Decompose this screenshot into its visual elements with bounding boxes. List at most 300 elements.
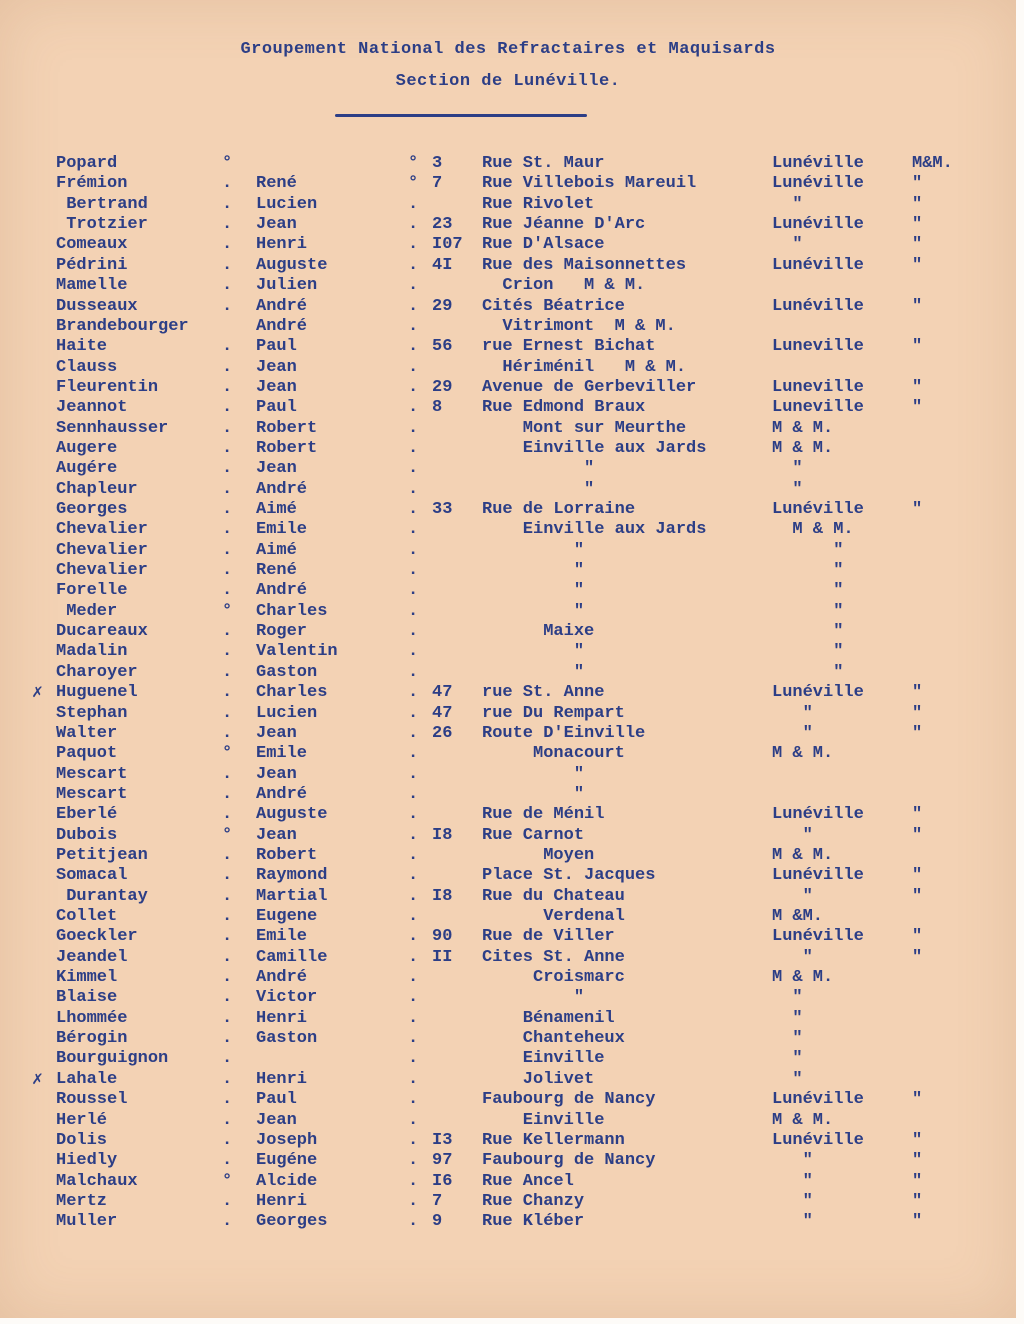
separator-dot: . xyxy=(222,1191,233,1211)
member-given-name: Jean xyxy=(256,764,297,784)
member-given-name: Henri xyxy=(256,1191,308,1211)
member-given-name: Lucien xyxy=(256,194,318,214)
group-tag: " xyxy=(912,398,923,418)
member-given-name: Victor xyxy=(256,988,318,1008)
group-tag: " xyxy=(912,886,923,906)
group-tag: M&M. xyxy=(912,154,953,173)
roster-row xyxy=(0,337,1016,357)
separator-dot: . xyxy=(408,459,419,479)
member-surname: Jeandel xyxy=(56,947,128,967)
roster-row xyxy=(0,1172,1016,1192)
separator-dot: . xyxy=(222,1029,233,1049)
address: Rue du Chateau xyxy=(482,886,625,906)
roster-row xyxy=(0,744,1016,764)
member-surname: Eberlé xyxy=(56,805,118,825)
address: " xyxy=(482,601,585,621)
town: " xyxy=(772,1151,813,1171)
street-number: 33 xyxy=(432,500,453,519)
member-given-name: Joseph xyxy=(256,1130,318,1150)
town: " xyxy=(772,703,813,723)
member-surname: Blaise xyxy=(56,988,118,1008)
member-surname: Muller xyxy=(56,1212,118,1232)
separator-dot: . xyxy=(408,1151,419,1171)
member-given-name: Paul xyxy=(256,398,297,418)
street-number: 26 xyxy=(432,723,453,743)
separator-dot: . xyxy=(222,1130,233,1150)
member-given-name: André xyxy=(256,296,308,316)
member-given-name: André xyxy=(256,968,308,987)
separator-dot: . xyxy=(408,947,419,967)
member-given-name: Gaston xyxy=(256,1029,318,1049)
roster-row xyxy=(0,1049,1016,1069)
member-given-name: Jean xyxy=(256,459,297,479)
group-tag: " xyxy=(912,947,923,967)
member-surname: Mamelle xyxy=(56,276,128,296)
separator-dot: . xyxy=(408,683,419,703)
address: Chanteheux xyxy=(482,1029,625,1049)
separator-dot: . xyxy=(408,215,419,235)
roster-row xyxy=(0,968,1016,988)
member-surname: Malchaux xyxy=(56,1171,138,1191)
separator-dot: . xyxy=(408,581,419,601)
group-tag: " xyxy=(912,174,923,194)
separator-dot: . xyxy=(222,784,233,804)
separator-dot: . xyxy=(222,581,233,601)
member-surname: Sennhausser xyxy=(56,418,169,438)
town: M &M. xyxy=(772,907,824,926)
member-surname: Roussel xyxy=(56,1090,128,1110)
roster-row xyxy=(0,724,1016,744)
separator-dot: . xyxy=(222,907,233,926)
separator-dot: . xyxy=(408,1008,419,1028)
roster-row xyxy=(0,927,1016,947)
street-number: 29 xyxy=(432,377,453,397)
roster-row xyxy=(0,1151,1016,1171)
separator-dot: . xyxy=(408,561,419,580)
separator-dot: . xyxy=(408,398,419,418)
address: Rue Rivolet xyxy=(482,194,595,214)
roster-row xyxy=(0,1111,1016,1131)
roster-row xyxy=(0,297,1016,317)
member-given-name: Gaston xyxy=(256,662,318,682)
address: Rue Edmond Braux xyxy=(482,398,646,418)
separator-dot: . xyxy=(222,1151,233,1171)
address: Einville xyxy=(482,1049,605,1069)
address: " xyxy=(482,662,585,682)
street-number: 97 xyxy=(432,1151,453,1171)
address: Moyen xyxy=(482,845,595,865)
group-tag: " xyxy=(912,805,923,825)
town: Lunéville xyxy=(772,215,864,235)
street-number: I8 xyxy=(432,825,453,845)
group-tag: " xyxy=(912,1151,923,1171)
member-given-name: André xyxy=(256,784,308,804)
roster-row xyxy=(0,215,1016,235)
member-given-name: Aimé xyxy=(256,500,297,519)
roster-row xyxy=(0,785,1016,805)
street-number: 47 xyxy=(432,703,453,723)
member-given-name: Aimé xyxy=(256,540,297,560)
street-number: I3 xyxy=(432,1130,453,1150)
address: Croismarc xyxy=(482,968,625,987)
address: " xyxy=(482,561,585,580)
member-surname: Frémion xyxy=(56,174,128,194)
roster-row xyxy=(0,256,1016,276)
town: " xyxy=(772,886,813,906)
address: rue Ernest Bichat xyxy=(482,337,656,357)
roster-row xyxy=(0,317,1016,337)
town: M & M. xyxy=(772,1110,834,1130)
member-surname: Jeannot xyxy=(56,398,128,418)
member-given-name: Eugene xyxy=(256,907,318,926)
town: " xyxy=(772,642,844,662)
member-given-name: Valentin xyxy=(256,642,338,662)
town: M & M. xyxy=(772,418,834,438)
separator-dot: . xyxy=(222,398,233,418)
town: " xyxy=(772,1008,803,1028)
member-surname: Paquot xyxy=(56,744,118,764)
separator-dot: ° xyxy=(222,601,233,621)
separator-dot: . xyxy=(408,805,419,825)
roster-row xyxy=(0,1009,1016,1029)
roster-row xyxy=(0,1029,1016,1049)
street-number: 4I xyxy=(432,255,453,275)
member-surname: Walter xyxy=(56,723,118,743)
address: " xyxy=(482,581,585,601)
group-tag: " xyxy=(912,194,923,214)
member-given-name: Henri xyxy=(256,235,308,255)
group-tag: " xyxy=(912,866,923,886)
member-given-name: Charles xyxy=(256,601,328,621)
roster-row xyxy=(0,235,1016,255)
separator-dot: . xyxy=(408,418,419,438)
separator-dot: . xyxy=(408,764,419,784)
member-surname: Chevalier xyxy=(56,540,148,560)
handwritten-cross-mark: ✗ xyxy=(32,683,43,704)
member-given-name: Jean xyxy=(256,723,297,743)
member-surname: Dubois xyxy=(56,825,118,845)
address: Verdenal xyxy=(482,907,625,926)
separator-dot: . xyxy=(408,845,419,865)
roster-row xyxy=(0,866,1016,886)
town: M & M. xyxy=(772,438,834,458)
town: Luneville xyxy=(772,377,864,397)
town: " xyxy=(772,235,803,255)
town: " xyxy=(772,1171,813,1191)
roster-row xyxy=(0,704,1016,724)
roster-row xyxy=(0,602,1016,622)
member-surname: Lahale xyxy=(56,1069,118,1089)
separator-dot: . xyxy=(222,235,233,255)
member-surname: Madalin xyxy=(56,642,128,662)
street-number: 47 xyxy=(432,683,453,703)
street-number: 3 xyxy=(432,154,443,173)
town: " xyxy=(772,581,844,601)
member-given-name: Robert xyxy=(256,845,318,865)
member-surname: Herlé xyxy=(56,1110,108,1130)
member-surname: Augére xyxy=(56,459,118,479)
address: Rue de Viller xyxy=(482,927,615,947)
town: " xyxy=(772,1069,803,1089)
group-tag: " xyxy=(912,1090,923,1110)
town: " xyxy=(772,947,813,967)
member-given-name: Jean xyxy=(256,357,297,377)
address: Rue de Ménil xyxy=(482,805,605,825)
roster-row xyxy=(0,663,1016,683)
separator-dot: . xyxy=(408,316,419,336)
separator-dot: . xyxy=(222,988,233,1008)
street-number: 29 xyxy=(432,296,453,316)
roster-row xyxy=(0,541,1016,561)
group-tag: " xyxy=(912,1212,923,1232)
member-given-name: Jean xyxy=(256,1110,297,1130)
address: Hériménil M & M. xyxy=(482,357,687,377)
town: " xyxy=(772,540,844,560)
roster-row xyxy=(0,520,1016,540)
separator-dot: . xyxy=(222,418,233,438)
address: Avenue de Gerbeviller xyxy=(482,377,697,397)
separator-dot: . xyxy=(408,886,419,906)
town: M & M. xyxy=(772,520,854,540)
member-given-name: Henri xyxy=(256,1008,308,1028)
street-number: 90 xyxy=(432,927,453,947)
separator-dot: . xyxy=(408,723,419,743)
town: " xyxy=(772,1029,803,1049)
member-given-name: Robert xyxy=(256,418,318,438)
document-subtitle: Section de Lunéville. xyxy=(395,72,621,91)
separator-dot: . xyxy=(222,683,233,703)
separator-dot: . xyxy=(408,703,419,723)
member-surname: Trotzier xyxy=(56,215,148,235)
roster-row xyxy=(0,1212,1016,1232)
street-number: II xyxy=(432,947,453,967)
member-surname: Mertz xyxy=(56,1191,108,1211)
town: Lunéville xyxy=(772,1130,864,1150)
address: " xyxy=(482,642,585,662)
separator-dot: ° xyxy=(222,825,233,845)
town: Lunéville xyxy=(772,174,864,194)
town: M & M. xyxy=(772,845,834,865)
town: " xyxy=(772,622,844,641)
address: Rue de Lorraine xyxy=(482,500,636,519)
separator-dot: . xyxy=(222,866,233,886)
group-tag: " xyxy=(912,1191,923,1211)
group-tag: " xyxy=(912,296,923,316)
town: " xyxy=(772,1191,813,1211)
member-given-name: Jean xyxy=(256,215,297,235)
town: Luneville xyxy=(772,398,864,418)
member-given-name: René xyxy=(256,561,297,580)
separator-dot: . xyxy=(222,764,233,784)
separator-dot: . xyxy=(408,194,419,214)
member-surname: Chevalier xyxy=(56,561,148,580)
separator-dot: . xyxy=(222,723,233,743)
separator-dot: . xyxy=(222,296,233,316)
town: " xyxy=(772,1212,813,1232)
member-surname: Haite xyxy=(56,337,108,357)
street-number: 9 xyxy=(432,1212,443,1232)
separator-dot: ° xyxy=(408,154,419,173)
group-tag: " xyxy=(912,215,923,235)
town: " xyxy=(772,561,844,580)
separator-dot: . xyxy=(408,1212,419,1232)
member-surname: Fleurentin xyxy=(56,377,159,397)
separator-dot: . xyxy=(222,947,233,967)
group-tag: " xyxy=(912,1171,923,1191)
member-given-name: Lucien xyxy=(256,703,318,723)
separator-dot: . xyxy=(408,1191,419,1211)
street-number: 7 xyxy=(432,1191,443,1211)
address: Rue Villebois Mareuil xyxy=(482,174,697,194)
separator-dot: . xyxy=(408,1049,419,1069)
roster-row xyxy=(0,500,1016,520)
group-tag: " xyxy=(912,1130,923,1150)
town: Lunéville xyxy=(772,927,864,947)
roster-row xyxy=(0,174,1016,194)
separator-dot: . xyxy=(222,500,233,519)
roster-row xyxy=(0,154,1016,174)
separator-dot: ° xyxy=(408,174,419,194)
separator-dot: . xyxy=(222,215,233,235)
handwritten-cross-mark: ✗ xyxy=(32,1069,43,1090)
member-surname: Stephan xyxy=(56,703,128,723)
roster-row xyxy=(0,1131,1016,1151)
member-surname: Bertrand xyxy=(56,194,148,214)
member-surname: Dolis xyxy=(56,1130,108,1150)
separator-dot: . xyxy=(222,1008,233,1028)
member-given-name: René xyxy=(256,174,297,194)
street-number: I6 xyxy=(432,1171,453,1191)
separator-dot: . xyxy=(408,438,419,458)
roster-row xyxy=(0,765,1016,785)
separator-dot: . xyxy=(408,642,419,662)
separator-dot: . xyxy=(222,927,233,947)
separator-dot: . xyxy=(222,520,233,540)
roster-row xyxy=(0,419,1016,439)
group-tag: " xyxy=(912,825,923,845)
separator-dot: . xyxy=(408,276,419,296)
address: Rue des Maisonnettes xyxy=(482,255,687,275)
member-given-name: Camille xyxy=(256,947,328,967)
group-tag: " xyxy=(912,703,923,723)
separator-dot: . xyxy=(408,1171,419,1191)
member-given-name: Roger xyxy=(256,622,308,641)
member-surname: Bourguignon xyxy=(56,1049,169,1069)
roster-row xyxy=(0,398,1016,418)
member-given-name: Eugéne xyxy=(256,1151,318,1171)
address: Einville aux Jards xyxy=(482,520,707,540)
roster-row xyxy=(0,378,1016,398)
town: Luneville xyxy=(772,337,864,357)
member-surname: Comeaux xyxy=(56,235,128,255)
street-number: I07 xyxy=(432,235,463,255)
address: " xyxy=(482,784,585,804)
roster-row xyxy=(0,622,1016,642)
roster-row xyxy=(0,683,1016,703)
town: M & M. xyxy=(772,744,834,764)
member-given-name: Henri xyxy=(256,1069,308,1089)
roster-row xyxy=(0,581,1016,601)
member-surname: Chapleur xyxy=(56,479,138,499)
member-surname: Meder xyxy=(56,601,118,621)
address: Faubourg de Nancy xyxy=(482,1151,656,1171)
town: Lunéville xyxy=(772,500,864,519)
separator-dot: . xyxy=(222,968,233,987)
roster-row xyxy=(0,1192,1016,1212)
member-surname: Brandebourger xyxy=(56,316,189,336)
member-surname: Durantay xyxy=(56,886,148,906)
member-given-name: Emile xyxy=(256,927,308,947)
roster-row xyxy=(0,846,1016,866)
address: Cites St. Anne xyxy=(482,947,625,967)
member-given-name: Auguste xyxy=(256,805,328,825)
member-surname: Collet xyxy=(56,907,118,926)
address: rue Du Rempart xyxy=(482,703,625,723)
separator-dot: . xyxy=(222,1212,233,1232)
separator-dot: . xyxy=(222,479,233,499)
member-given-name: Julien xyxy=(256,276,318,296)
roster-row xyxy=(0,887,1016,907)
group-tag: " xyxy=(912,927,923,947)
roster-row xyxy=(0,948,1016,968)
separator-dot: . xyxy=(408,1130,419,1150)
address: " xyxy=(482,459,595,479)
member-given-name: Auguste xyxy=(256,255,328,275)
town: " xyxy=(772,1049,803,1069)
separator-dot: . xyxy=(408,622,419,641)
separator-dot: . xyxy=(222,540,233,560)
member-surname: Kimmel xyxy=(56,968,118,987)
separator-dot: . xyxy=(408,1090,419,1110)
separator-dot: . xyxy=(408,540,419,560)
separator-dot: ° xyxy=(222,154,233,173)
address: Mont sur Meurthe xyxy=(482,418,687,438)
separator-dot: . xyxy=(222,1090,233,1110)
roster-row xyxy=(0,561,1016,581)
address: " xyxy=(482,479,595,499)
member-surname: Bérogin xyxy=(56,1029,128,1049)
address: Rue Chanzy xyxy=(482,1191,585,1211)
separator-dot: . xyxy=(222,377,233,397)
roster-row xyxy=(0,459,1016,479)
separator-dot: . xyxy=(222,194,233,214)
town: Lunéville xyxy=(772,296,864,316)
separator-dot: . xyxy=(222,886,233,906)
roster-row xyxy=(0,1090,1016,1110)
street-number: 56 xyxy=(432,337,453,357)
separator-dot: . xyxy=(408,337,419,357)
town: Lunéville xyxy=(772,154,864,173)
separator-dot: . xyxy=(222,845,233,865)
separator-dot: . xyxy=(408,377,419,397)
member-given-name: Raymond xyxy=(256,866,328,886)
address: Vitrimont M & M. xyxy=(482,316,676,336)
town: " xyxy=(772,825,813,845)
roster-row xyxy=(0,826,1016,846)
address: Place St. Jacques xyxy=(482,866,656,886)
roster-row xyxy=(0,642,1016,662)
separator-dot: . xyxy=(222,642,233,662)
separator-dot: . xyxy=(408,866,419,886)
separator-dot: . xyxy=(408,357,419,377)
separator-dot: . xyxy=(222,174,233,194)
member-surname: Mescart xyxy=(56,764,128,784)
roster-row xyxy=(0,195,1016,215)
member-given-name: Martial xyxy=(256,886,328,906)
roster-row xyxy=(0,907,1016,927)
member-surname: Georges xyxy=(56,500,128,519)
address: Crion M & M. xyxy=(482,276,646,296)
